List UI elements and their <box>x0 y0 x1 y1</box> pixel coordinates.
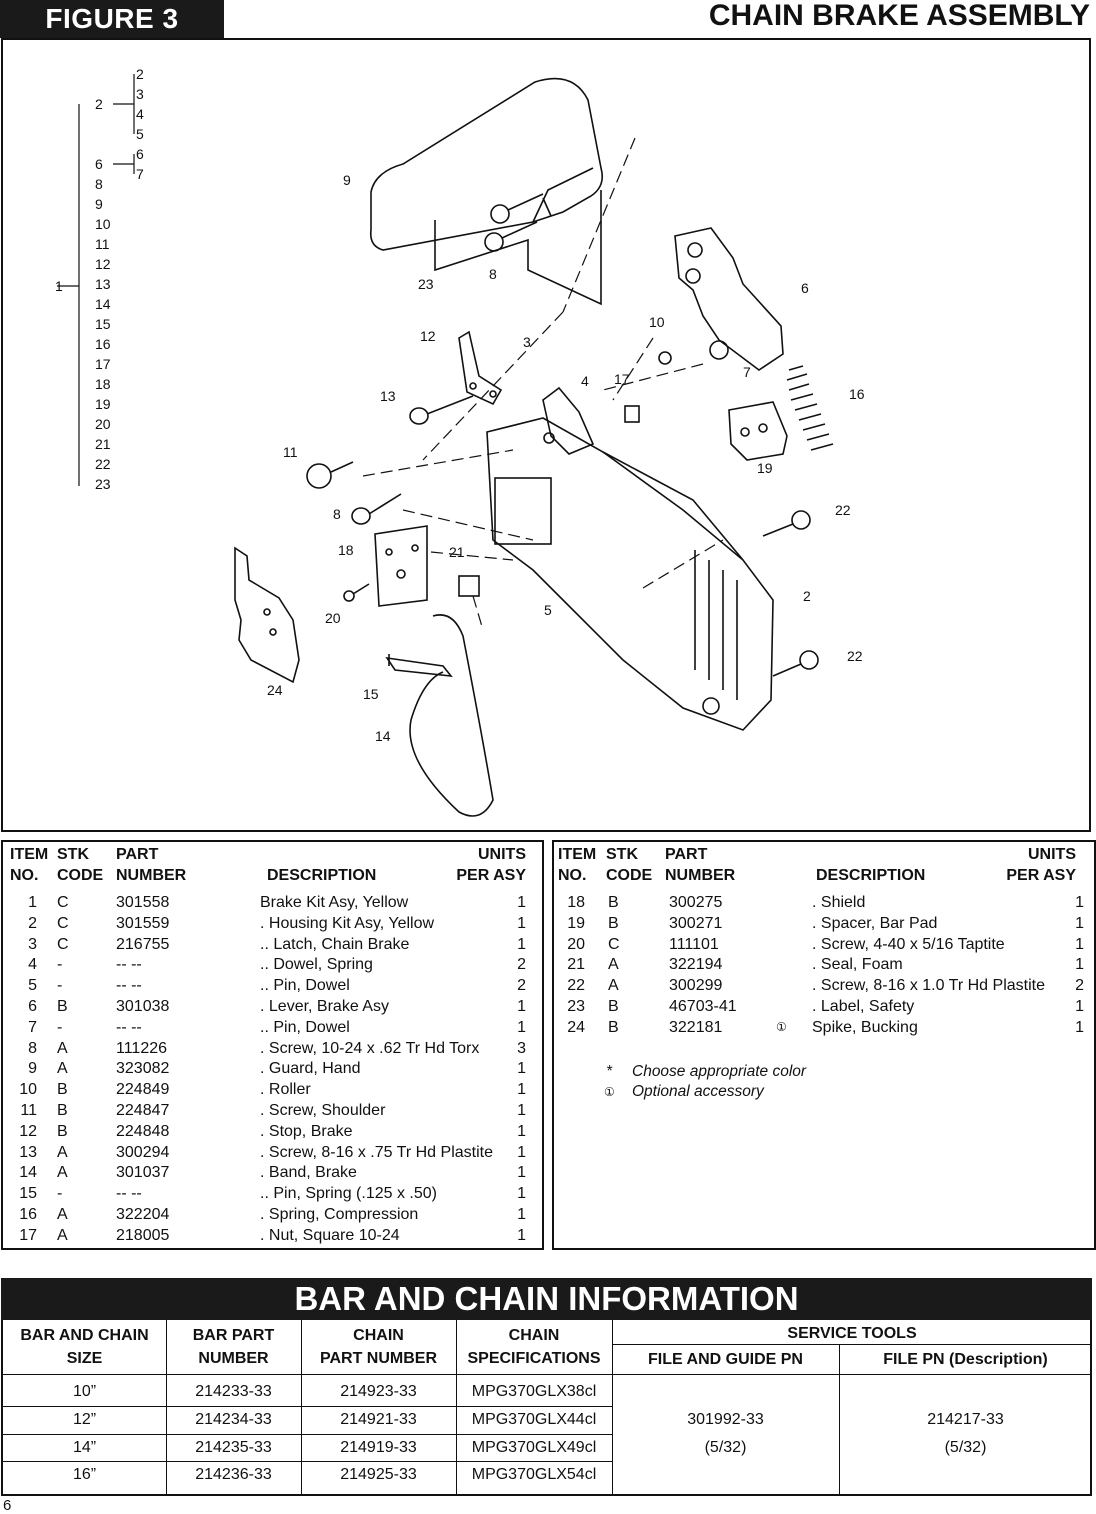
part-item-no: 10 <box>19 1081 37 1099</box>
header-description: DESCRIPTION <box>816 867 926 884</box>
hand-guard-drawing <box>371 79 603 304</box>
part-stk-code: C <box>57 894 69 911</box>
part-stk-code: B <box>57 1122 68 1140</box>
tree-node: 22 <box>95 456 111 472</box>
square-nut-drawing <box>625 406 639 422</box>
header-bar-size: BAR AND CHAIN <box>20 1327 149 1344</box>
bar-chain-title: BAR AND CHAIN INFORMATION <box>1 1278 1092 1320</box>
tree-node: 15 <box>95 316 111 332</box>
tree-root: 1 <box>55 278 63 294</box>
part-item-no: 14 <box>19 1164 37 1182</box>
bar-part-number: 214233-33 <box>195 1383 272 1400</box>
part-number: 322204 <box>116 1206 170 1223</box>
part-units: 1 <box>1075 914 1084 932</box>
part-row <box>3 1100 542 1121</box>
brake-lever-drawing <box>659 228 783 370</box>
part-stk-code: - <box>57 1185 63 1203</box>
part-number: 216755 <box>116 935 170 953</box>
part-row <box>554 913 1094 934</box>
header-stk: STK <box>606 846 638 863</box>
part-units: 1 <box>517 1081 526 1099</box>
note-mark: * <box>606 1063 613 1080</box>
compression-spring-drawing <box>787 366 833 450</box>
part-description: .. Pin, Dowel <box>260 977 350 995</box>
tree-node: 10 <box>95 216 111 232</box>
part-item-no: 21 <box>567 956 585 974</box>
file-pn: 214217-33 <box>927 1411 1004 1428</box>
part-stk-code: B <box>608 894 619 911</box>
tree-node: 20 <box>95 416 111 432</box>
tree-node: 2 <box>95 96 103 112</box>
part-stk-code: A <box>57 1226 68 1244</box>
part-description: .. Pin, Spring (.125 x .50) <box>260 1185 437 1203</box>
part-item-no: 19 <box>567 914 585 932</box>
part-row <box>3 934 542 955</box>
bar-size: 12” <box>72 1411 97 1428</box>
callout-label: 19 <box>757 460 773 476</box>
part-row <box>3 1183 542 1204</box>
header-file-pn: FILE PN (Description) <box>883 1351 1048 1368</box>
part-units: 1 <box>517 1226 526 1244</box>
part-stk-code: B <box>608 998 619 1015</box>
part-stk-code: A <box>57 1206 68 1223</box>
part-stk-code: C <box>57 935 69 953</box>
header-chain-spec: SPECIFICATIONS <box>467 1350 601 1367</box>
part-row <box>3 1142 542 1163</box>
part-item-no: 4 <box>28 956 37 974</box>
header-service-tools: SERVICE TOOLS <box>787 1325 917 1342</box>
chain-part-number: 214921-33 <box>340 1411 417 1428</box>
callout-label: 2 <box>803 588 811 604</box>
tree-child: 2 <box>136 66 144 82</box>
part-description: . Lever, Brake Asy <box>260 998 389 1015</box>
header-item: ITEM <box>558 846 597 863</box>
part-item-no: 3 <box>28 935 37 953</box>
bucking-spike-drawing <box>235 548 299 682</box>
part-stk-code: C <box>57 914 69 932</box>
part-units: 3 <box>517 1039 526 1057</box>
hierarchy-tree <box>3 40 203 520</box>
part-stk-code: A <box>57 1039 68 1057</box>
header-stk: STK <box>57 846 89 863</box>
file-guide-desc: (5/32) <box>704 1439 747 1456</box>
part-units: 1 <box>517 1122 526 1140</box>
bar-part-number: 214236-33 <box>195 1466 272 1483</box>
part-description: .. Latch, Chain Brake <box>260 935 410 953</box>
header-part: NUMBER <box>116 867 187 884</box>
part-units: 1 <box>517 1164 526 1182</box>
tree-child: 6 <box>136 146 144 162</box>
part-item-no: 17 <box>19 1226 37 1244</box>
bar-pad-spacer-drawing <box>729 402 787 460</box>
part-row <box>3 1038 542 1059</box>
part-item-no: 11 <box>20 1102 37 1119</box>
header-units: PER ASY <box>456 867 526 884</box>
note-text: Choose appropriate color <box>632 1063 807 1080</box>
tree-node: 9 <box>95 196 103 212</box>
part-row <box>3 954 542 975</box>
callout-label: 5 <box>544 602 552 618</box>
part-units: 2 <box>1075 977 1084 995</box>
part-row <box>3 1204 542 1225</box>
latch-drawing <box>543 388 593 454</box>
part-description: . Housing Kit Asy, Yellow <box>260 914 435 932</box>
part-number: 218005 <box>116 1226 170 1244</box>
part-row <box>3 1058 542 1079</box>
tree-child: 5 <box>136 126 144 142</box>
part-row <box>554 996 1094 1017</box>
header-item: NO. <box>10 867 39 884</box>
bar-part-number: 214235-33 <box>195 1439 272 1456</box>
tree-node: 21 <box>95 436 111 452</box>
part-number: 224847 <box>116 1102 170 1119</box>
part-number: -- -- <box>116 977 142 995</box>
header-bar-part: NUMBER <box>198 1350 269 1367</box>
callout-label: 20 <box>325 610 341 626</box>
part-number: -- -- <box>116 1185 142 1203</box>
callout-label: 8 <box>489 266 497 282</box>
part-units: 2 <box>517 956 526 974</box>
part-item-no: 6 <box>28 998 37 1015</box>
page-title: CHAIN BRAKE ASSEMBLY <box>708 0 1090 32</box>
part-row <box>3 975 542 996</box>
chain-part-number: 214923-33 <box>340 1383 417 1400</box>
part-stk-code: - <box>57 1018 63 1036</box>
part-number: 301559 <box>116 914 170 932</box>
callout-label: 17 <box>614 371 630 387</box>
part-row <box>3 913 542 934</box>
part-stk-code: A <box>57 1060 68 1078</box>
part-number: -- -- <box>116 1018 142 1036</box>
part-description: . Seal, Foam <box>812 956 903 974</box>
file-guide-pn: 301992-33 <box>687 1411 764 1428</box>
bar-chain-table <box>1 1320 1092 1496</box>
part-row <box>3 1079 542 1100</box>
bar-size: 14” <box>72 1439 97 1456</box>
part-description: .. Dowel, Spring <box>260 956 373 974</box>
file-pn-desc: (5/32) <box>944 1439 987 1456</box>
header-bar-size: SIZE <box>66 1350 103 1367</box>
chain-spec: MPG370GLX54cl <box>471 1466 597 1483</box>
callout-label: 4 <box>581 373 589 389</box>
tree-node: 23 <box>95 476 111 492</box>
header-units: PER ASY <box>1006 867 1076 884</box>
tree-node: 16 <box>95 336 111 352</box>
header-units: UNITS <box>1028 846 1076 863</box>
exploded-diagram <box>1 38 1091 832</box>
part-item-no: 15 <box>19 1185 37 1203</box>
part-description: . Stop, Brake <box>260 1122 353 1140</box>
part-units: 1 <box>1075 956 1084 974</box>
part-units: 1 <box>517 935 526 953</box>
parts-table-left <box>1 840 544 1250</box>
header-chain-part: CHAIN <box>353 1327 404 1344</box>
part-item-no: 1 <box>28 894 37 911</box>
optional-mark: ① <box>776 1019 787 1034</box>
tree-node: 8 <box>95 176 103 192</box>
chain-spec: MPG370GLX49cl <box>471 1439 597 1456</box>
screws-drawing <box>307 396 818 676</box>
part-description: .. Pin, Dowel <box>260 1018 350 1036</box>
part-row <box>554 934 1094 955</box>
part-units: 1 <box>517 1185 526 1203</box>
header-stk: CODE <box>606 867 653 884</box>
callout-label: 18 <box>338 542 354 558</box>
part-stk-code: - <box>57 956 63 974</box>
part-description: . Nut, Square 10-24 <box>260 1226 400 1244</box>
callout-label: 23 <box>418 276 434 292</box>
callout-label: 14 <box>375 728 391 744</box>
callout-label: 24 <box>267 682 283 698</box>
callout-label: 16 <box>849 386 865 402</box>
part-item-no: 13 <box>19 1143 37 1161</box>
part-units: 1 <box>517 1102 526 1119</box>
bar-size: 16” <box>72 1466 97 1483</box>
part-row <box>3 996 542 1017</box>
part-stk-code: B <box>57 998 68 1015</box>
part-row <box>3 1162 542 1183</box>
tree-node: 19 <box>95 396 111 412</box>
header-part: PART <box>665 846 708 863</box>
part-number: 300275 <box>669 894 723 911</box>
brake-stop-drawing <box>459 332 501 404</box>
part-number: 301558 <box>116 894 170 911</box>
header-file-guide: FILE AND GUIDE PN <box>648 1351 803 1368</box>
part-item-no: 2 <box>28 914 37 932</box>
part-number: 300299 <box>669 977 723 995</box>
tree-node: 17 <box>95 356 111 372</box>
part-number: 46703-41 <box>669 998 737 1015</box>
callout-label: 8 <box>333 506 341 522</box>
parts-table-right <box>552 840 1096 1250</box>
note-mark: ① <box>604 1085 615 1099</box>
part-item-no: 8 <box>28 1039 37 1057</box>
part-description: Spike, Bucking <box>812 1018 918 1036</box>
header-chain-spec: CHAIN <box>508 1327 560 1344</box>
header-description: DESCRIPTION <box>267 867 377 884</box>
part-item-no: 7 <box>28 1018 37 1036</box>
tree-node: 18 <box>95 376 111 392</box>
part-units: 1 <box>517 894 526 911</box>
callout-label: 15 <box>363 686 379 702</box>
part-row <box>3 1121 542 1142</box>
tree-node: 11 <box>95 236 110 252</box>
part-number: 301038 <box>116 998 170 1015</box>
part-units: 1 <box>517 1060 526 1078</box>
part-description: Brake Kit Asy, Yellow <box>260 894 409 911</box>
part-row <box>3 1017 542 1038</box>
part-units: 1 <box>517 914 526 932</box>
part-stk-code: B <box>608 1018 619 1036</box>
part-item-no: 24 <box>567 1018 585 1036</box>
header-item: NO. <box>558 867 587 884</box>
part-item-no: 20 <box>567 935 585 953</box>
part-units: 1 <box>1075 998 1084 1015</box>
part-units: 2 <box>517 977 526 995</box>
part-item-no: 12 <box>19 1122 37 1140</box>
callout-label: 3 <box>523 334 531 350</box>
part-description: . Screw, 4-40 x 5/16 Taptite <box>812 935 1005 953</box>
part-units: 1 <box>517 1018 526 1036</box>
shield-drawing <box>375 526 427 606</box>
part-item-no: 9 <box>28 1060 37 1078</box>
tree-node: 12 <box>95 256 111 272</box>
part-units: 1 <box>517 1206 526 1223</box>
part-item-no: 23 <box>567 998 585 1015</box>
header-chain-part: PART NUMBER <box>319 1350 438 1367</box>
part-number: 300294 <box>116 1143 170 1161</box>
tree-child: 3 <box>136 86 144 102</box>
part-stk-code: C <box>608 935 620 953</box>
part-description: . Label, Safety <box>812 998 915 1015</box>
header-part: PART <box>116 846 159 863</box>
part-description: . Screw, 8-16 x 1.0 Tr Hd Plastite <box>812 977 1045 995</box>
header-item: ITEM <box>10 846 49 863</box>
note-text: Optional accessory <box>632 1083 764 1100</box>
part-units: 1 <box>517 1143 526 1161</box>
part-number: 111226 <box>116 1039 168 1057</box>
part-stk-code: B <box>57 1081 68 1099</box>
callout-label: 22 <box>835 502 851 518</box>
header-bar-part: BAR PART <box>192 1327 275 1344</box>
part-item-no: 22 <box>567 977 585 995</box>
tree-child: 4 <box>136 106 144 122</box>
part-stk-code: A <box>608 956 619 974</box>
callout-label: 6 <box>801 280 809 296</box>
header-stk: CODE <box>57 867 104 884</box>
brake-housing-drawing <box>487 418 773 730</box>
part-units: 1 <box>1075 894 1084 911</box>
part-stk-code: - <box>57 977 63 995</box>
part-row <box>3 892 542 913</box>
part-row <box>554 975 1094 996</box>
part-description: . Screw, 10-24 x .62 Tr Hd Torx <box>260 1039 480 1057</box>
header-part: NUMBER <box>665 867 736 884</box>
part-number: 322194 <box>669 956 723 974</box>
part-item-no: 16 <box>19 1206 37 1223</box>
part-units: 1 <box>1075 935 1084 953</box>
callout-label: 7 <box>743 364 751 380</box>
part-number: 224848 <box>116 1122 170 1140</box>
part-description: . Band, Brake <box>260 1164 357 1182</box>
part-description: . Roller <box>260 1081 311 1099</box>
tree-node: 14 <box>95 296 111 312</box>
part-stk-code: A <box>57 1143 68 1161</box>
guard-screws <box>485 194 543 251</box>
part-stk-code: B <box>608 914 619 932</box>
part-row <box>554 954 1094 975</box>
part-description: . Screw, 8-16 x .75 Tr Hd Plastite <box>260 1143 493 1161</box>
callout-label: 10 <box>649 314 665 330</box>
tree-node: 6 <box>95 156 103 172</box>
part-item-no: 18 <box>567 894 585 911</box>
callout-label: 13 <box>380 388 396 404</box>
part-item-no: 5 <box>28 977 37 995</box>
chain-part-number: 214925-33 <box>340 1466 417 1483</box>
figure-label: FIGURE 3 <box>0 0 224 38</box>
callout-label: 22 <box>847 648 863 664</box>
bar-part-number: 214234-33 <box>195 1411 272 1428</box>
callout-label: 12 <box>420 328 436 344</box>
part-description: . Shield <box>812 894 866 911</box>
part-row <box>554 1017 1094 1038</box>
callout-label: 21 <box>449 544 465 560</box>
part-number: 300271 <box>669 914 723 932</box>
chain-part-number: 214919-33 <box>340 1439 417 1456</box>
part-stk-code: A <box>57 1164 68 1182</box>
bar-size: 10” <box>72 1383 97 1400</box>
chain-spec: MPG370GLX44cl <box>471 1411 597 1428</box>
part-stk-code: A <box>608 977 619 995</box>
foam-seal-drawing <box>459 576 479 596</box>
part-row <box>3 1225 542 1246</box>
part-number: 301037 <box>116 1164 170 1182</box>
part-stk-code: B <box>57 1102 68 1119</box>
tree-child: 7 <box>136 166 144 182</box>
page-number: 6 <box>3 1497 12 1514</box>
part-number: 111101 <box>669 935 719 953</box>
chain-spec: MPG370GLX38cl <box>471 1383 597 1400</box>
callout-label: 9 <box>343 172 351 188</box>
part-number: -- -- <box>116 956 142 974</box>
part-number: 323082 <box>116 1060 170 1078</box>
part-units: 1 <box>1075 1018 1084 1036</box>
header-units: UNITS <box>478 846 526 863</box>
part-number: 224849 <box>116 1081 170 1099</box>
part-row <box>554 892 1094 913</box>
tree-node: 13 <box>95 276 111 292</box>
part-number: 322181 <box>669 1018 723 1036</box>
part-description: . Guard, Hand <box>260 1060 361 1078</box>
callout-label: 11 <box>283 444 298 460</box>
part-description: . Spacer, Bar Pad <box>812 914 938 932</box>
part-description: . Screw, Shoulder <box>260 1102 386 1119</box>
part-description: . Spring, Compression <box>260 1206 419 1223</box>
part-units: 1 <box>517 998 526 1015</box>
dashed-leader-lines <box>363 138 723 630</box>
brake-band-drawing <box>387 615 493 816</box>
